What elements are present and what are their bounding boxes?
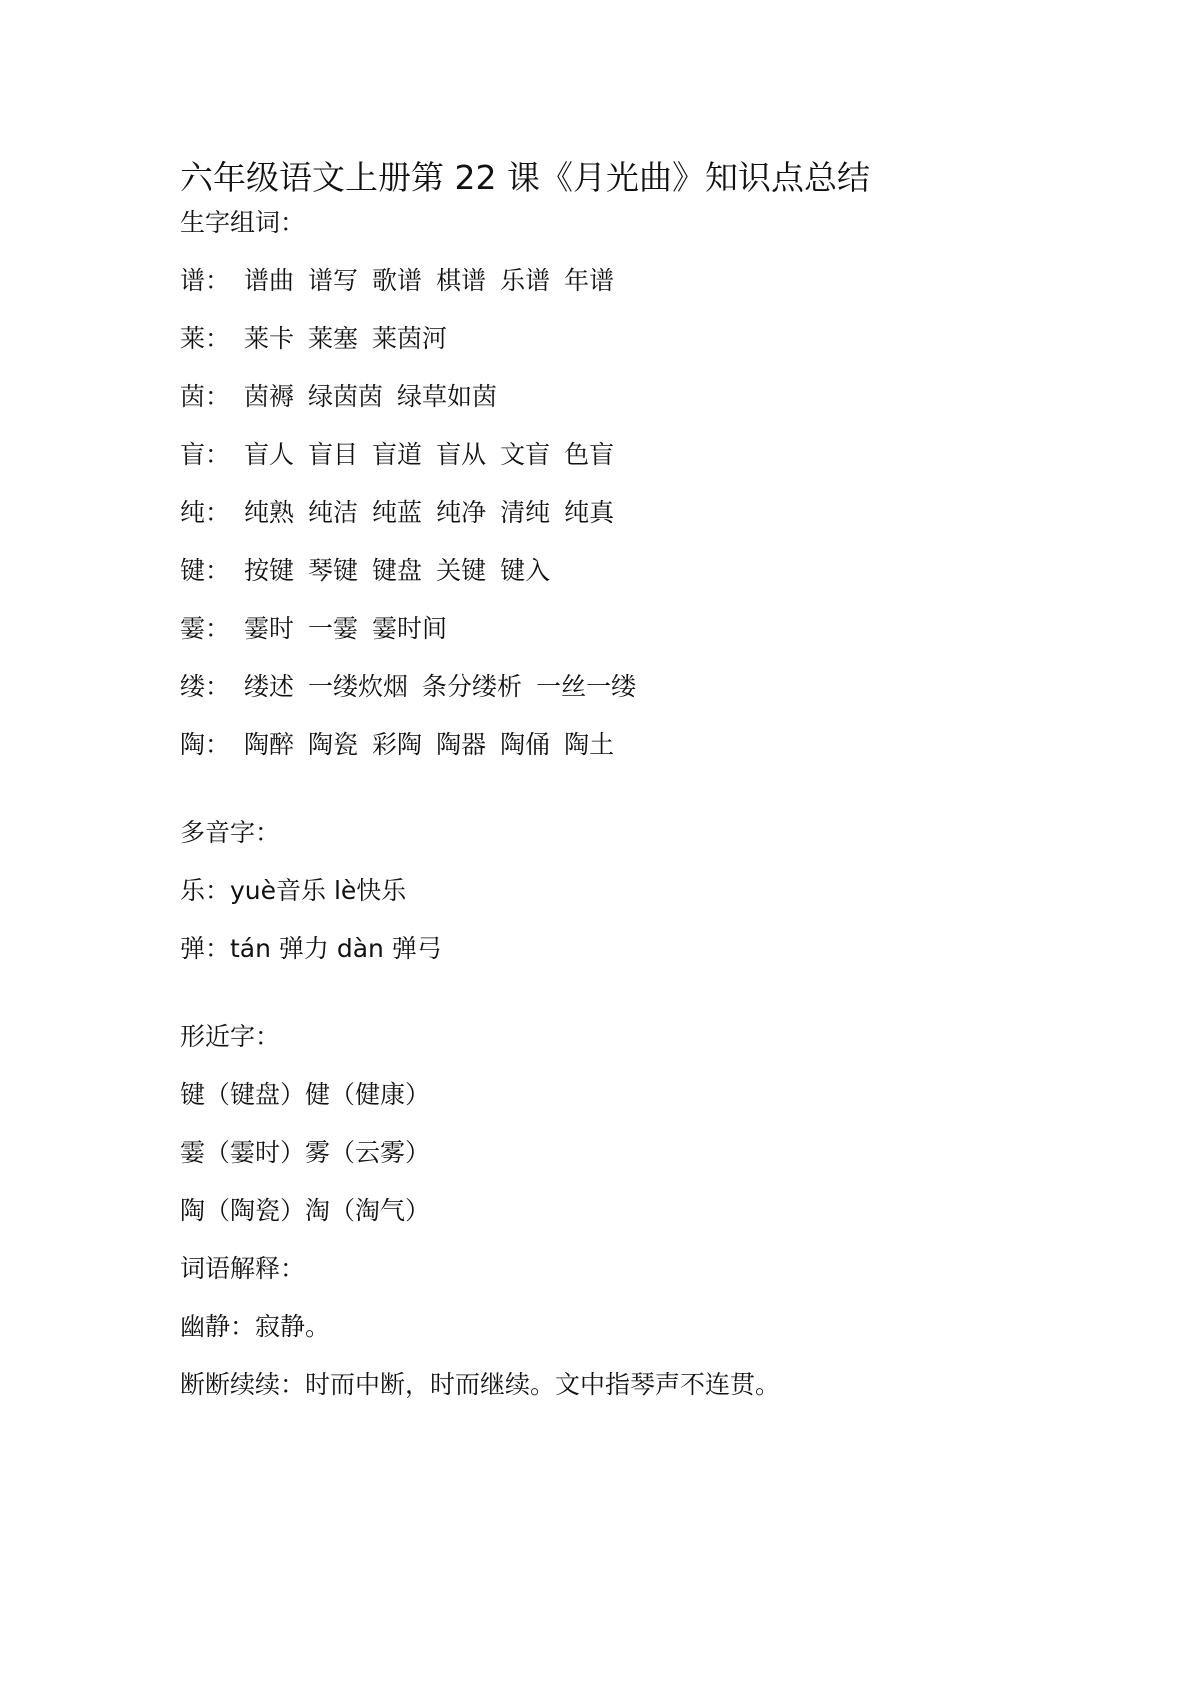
vocab-word: 彩陶 xyxy=(372,730,423,759)
vocab-word: 纯蓝 xyxy=(372,498,423,527)
vocab-word: 陶醉 xyxy=(244,730,295,759)
vocab-row xyxy=(180,495,614,531)
similar-row: 键（键盘）健（健康） xyxy=(180,1080,431,1109)
vocab-char: 键： xyxy=(180,556,231,585)
vocab-word: 文盲 xyxy=(500,440,551,469)
section-heading-polyphone: 多音字： xyxy=(180,818,281,847)
vocab-row xyxy=(180,263,614,299)
vocab-word: 纯洁 xyxy=(308,498,359,527)
vocab-word: 莱茵河 xyxy=(372,324,448,353)
vocab-word: 键入 xyxy=(500,556,551,585)
vocab-char: 霎： xyxy=(180,614,231,643)
vocab-word: 一霎 xyxy=(308,614,359,643)
section-heading-explain: 词语解释： xyxy=(180,1254,306,1283)
vocab-char: 莱： xyxy=(180,324,231,353)
polyphone-row: 乐：yuè音乐 lè快乐 xyxy=(180,876,407,905)
vocab-word: 霎时间 xyxy=(372,614,448,643)
document-title: 六年级语文上册第 22 课《月光曲》知识点总结 xyxy=(180,158,870,197)
vocab-word: 条分缕析 xyxy=(422,672,523,701)
vocab-row xyxy=(180,437,614,473)
vocab-row xyxy=(180,379,497,415)
vocab-word: 琴键 xyxy=(308,556,359,585)
polyphone-row: 弹：tán 弹力 dàn 弹弓 xyxy=(180,934,442,963)
vocab-word: 陶器 xyxy=(436,730,487,759)
vocab-word: 棋谱 xyxy=(436,266,487,295)
vocab-word: 绿草如茵 xyxy=(397,382,498,411)
vocab-word: 霎时 xyxy=(244,614,295,643)
vocab-word: 谱写 xyxy=(308,266,359,295)
vocab-word: 莱塞 xyxy=(308,324,359,353)
vocab-word: 茵褥 xyxy=(244,382,295,411)
section-heading-similar: 形近字： xyxy=(180,1022,281,1051)
vocab-word: 陶瓷 xyxy=(308,730,359,759)
section-heading-vocab: 生字组词： xyxy=(180,208,306,237)
explain-row: 断断续续：时而中断，时而继续。文中指琴声不连贯。 xyxy=(180,1370,781,1399)
similar-row: 陶（陶瓷）淘（淘气） xyxy=(180,1196,431,1225)
vocab-row xyxy=(180,669,636,705)
vocab-word: 清纯 xyxy=(500,498,551,527)
vocab-word: 绿茵茵 xyxy=(308,382,384,411)
vocab-word: 按键 xyxy=(244,556,295,585)
vocab-word: 缕述 xyxy=(244,672,295,701)
vocab-row xyxy=(180,611,447,647)
vocab-char: 纯： xyxy=(180,498,231,527)
vocab-word: 莱卡 xyxy=(244,324,295,353)
vocab-word: 陶土 xyxy=(564,730,615,759)
vocab-word: 乐谱 xyxy=(500,266,551,295)
vocab-char: 陶： xyxy=(180,730,231,759)
vocab-row xyxy=(180,553,550,589)
vocab-word: 键盘 xyxy=(372,556,423,585)
vocab-char: 茵： xyxy=(180,382,231,411)
vocab-word: 陶俑 xyxy=(500,730,551,759)
vocab-word: 纯熟 xyxy=(244,498,295,527)
vocab-char: 缕： xyxy=(180,672,231,701)
vocab-word: 色盲 xyxy=(564,440,615,469)
vocab-word: 年谱 xyxy=(564,266,615,295)
vocab-char: 盲： xyxy=(180,440,231,469)
vocab-word: 关键 xyxy=(436,556,487,585)
vocab-row xyxy=(180,321,447,357)
vocab-word: 盲目 xyxy=(308,440,359,469)
vocab-word: 歌谱 xyxy=(372,266,423,295)
vocab-word: 纯净 xyxy=(436,498,487,527)
vocab-word: 一缕炊烟 xyxy=(308,672,409,701)
vocab-word: 纯真 xyxy=(564,498,615,527)
vocab-word: 盲从 xyxy=(436,440,487,469)
vocab-char: 谱： xyxy=(180,266,231,295)
vocab-row xyxy=(180,727,614,763)
similar-row: 霎（霎时）雾（云雾） xyxy=(180,1138,431,1167)
vocab-word: 盲道 xyxy=(372,440,423,469)
vocab-word: 盲人 xyxy=(244,440,295,469)
explain-row: 幽静：寂静。 xyxy=(180,1312,331,1341)
vocab-word: 谱曲 xyxy=(244,266,295,295)
vocab-word: 一丝一缕 xyxy=(536,672,637,701)
